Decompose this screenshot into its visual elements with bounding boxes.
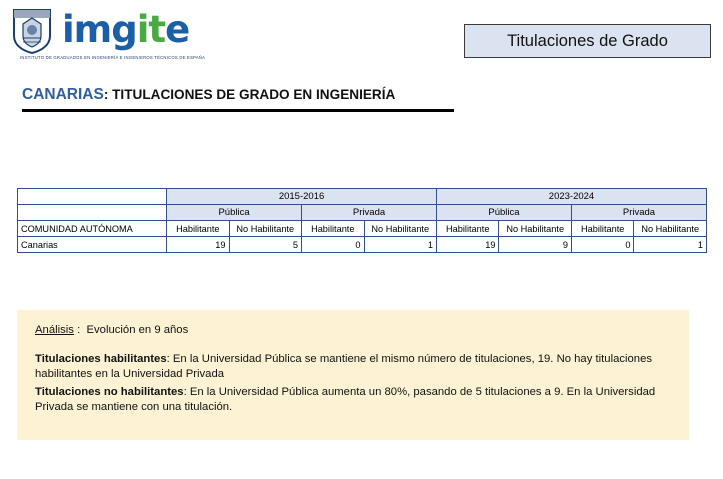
analysis-paragraph-1: [35, 352, 671, 383]
analysis-heading: [35, 323, 671, 339]
table-cell-6: 9: [499, 237, 572, 253]
logo-wordmark: [62, 10, 189, 50]
table-header-col-3: Habilitante: [302, 221, 364, 237]
analysis-label-separator: :: [73, 324, 81, 336]
institute-crest-icon: [10, 8, 54, 54]
analysis-paragraph-2-label: Titulaciones no habilitantes: [35, 385, 184, 398]
table-header-period-1: 2015-2016: [167, 189, 437, 205]
table-header-period-2: 2023-2024: [437, 189, 707, 205]
page-title-badge: [464, 24, 711, 58]
brand-logo: [10, 8, 220, 66]
table-cell-2: 5: [229, 237, 302, 253]
table-corner-blank: [18, 189, 167, 205]
page-title-badge-label: Titulaciones de Grado: [507, 31, 668, 50]
table-header-row-columns: [18, 221, 707, 237]
region-name: CANARIAS: [22, 86, 104, 103]
table-header-comunidad: COMUNIDAD AUTÓNOMA: [18, 221, 167, 237]
table-header-sector-3: Pública: [437, 205, 572, 221]
table-header-col-8: No Habilitante: [634, 221, 707, 237]
section-subtitle: : TITULACIONES DE GRADO EN INGENIERÍA: [103, 87, 396, 102]
table-corner-blank-2: [18, 205, 167, 221]
table-cell-4: 1: [364, 237, 437, 253]
analysis-paragraph-2: [35, 385, 671, 416]
logo-subtitle: INSTITUTO DE GRADUADOS EN INGENIERÍA E INGENIEROS TÉCNICOS DE ESPAÑA: [20, 55, 206, 60]
logo-word-img: img: [62, 8, 137, 51]
table-header-sector-4: Privada: [571, 205, 706, 221]
logo-word-e: e: [165, 8, 190, 51]
table-header-col-1: Habilitante: [167, 221, 229, 237]
table-cell-5: 19: [437, 237, 499, 253]
analysis-label: Análisis: [35, 324, 74, 336]
table-header-row-periods: [18, 189, 707, 205]
table-header-sector-2: Privada: [302, 205, 437, 221]
table-cell-8: 1: [634, 237, 707, 253]
analysis-panel: [17, 310, 689, 440]
analysis-paragraph-1-label: Titulaciones habilitantes: [35, 352, 167, 365]
table-cell-1: 19: [167, 237, 229, 253]
logo-word-it: it: [136, 8, 166, 51]
table-header-row-sectors: [18, 205, 707, 221]
table-header-col-6: No Habilitante: [499, 221, 572, 237]
table-header-sector-1: Pública: [167, 205, 302, 221]
titulaciones-table: [17, 188, 707, 253]
title-divider: [22, 109, 454, 112]
table-header-col-7: Habilitante: [571, 221, 633, 237]
analysis-paragraph-2-text: : En la Universidad Pública aumenta un 80%, pasando de 5 titulaciones a 9. En la Universidad Privada se mantiene con una titulación.: [35, 385, 656, 413]
page-title: [22, 86, 395, 104]
table-cell-3: 0: [302, 237, 364, 253]
analysis-paragraph-1-text: : En la Universidad Pública se mantiene el mismo número de titulaciones, 19. No hay titulaciones habilitantes en la Universidad Privada: [35, 352, 653, 380]
table-row-label: Canarias: [18, 237, 167, 253]
table-row: [18, 237, 707, 253]
table-cell-7: 0: [571, 237, 633, 253]
table-header-col-5: Habilitante: [437, 221, 499, 237]
table-header-col-2: No Habilitante: [229, 221, 302, 237]
analysis-headline: Evolución en 9 años: [86, 324, 189, 336]
table-header-col-4: No Habilitante: [364, 221, 437, 237]
